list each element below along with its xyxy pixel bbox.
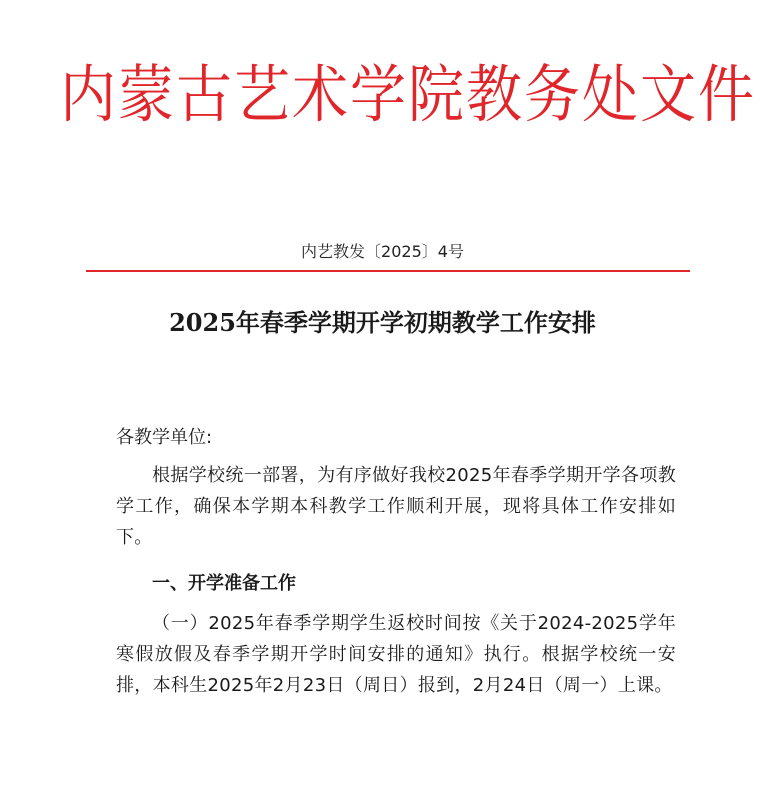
- document-title: 2025年春季学期开学初期教学工作安排: [169, 308, 596, 337]
- paragraph-return-schedule: （一）2025年春季学期学生返校时间按《关于2024-2025学年寒假放假及春季学期开学时间安排的通知》执行。根据学校统一安排，本科生2025年2月23日（周日）报到，2月24日（周一）上课。: [116, 613, 676, 696]
- salutation: 各教学单位:: [116, 427, 213, 448]
- document-number: 内艺教发〔2025〕4号: [301, 242, 464, 261]
- paragraph-intro: 根据学校统一部署，为有序做好我校2025年春季学期开学各项教学工作，确保本学期本科教学工作顺利开展，现将具体工作安排如下。: [116, 465, 676, 548]
- red-divider-line: [86, 270, 690, 272]
- letterhead-title: 内蒙古艺术学院教务处文件: [60, 58, 756, 132]
- section-heading-preparation: 一、开学准备工作: [152, 573, 296, 594]
